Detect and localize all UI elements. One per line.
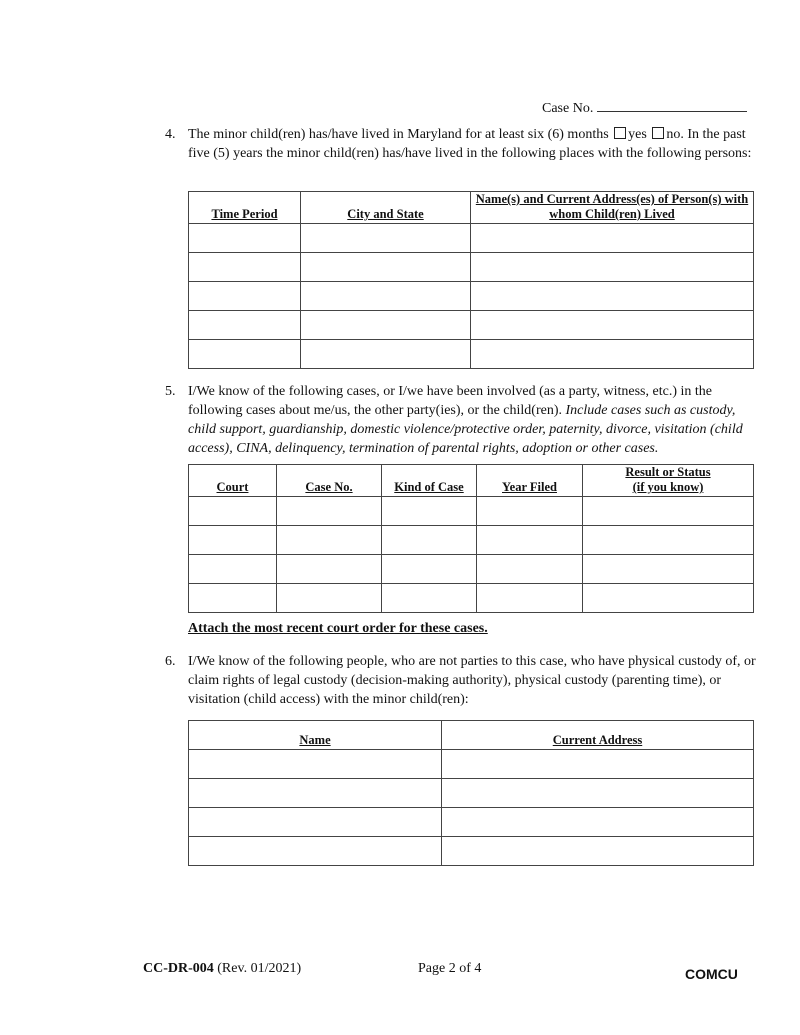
table-row bbox=[189, 808, 754, 837]
item-6-text: I/We know of the following people, who are not parties to this case, who have physical custody of, or claim rights of legal custody (decision-making authority), physical custody (parenting time), or visitation (child access) with the minor child(ren): bbox=[188, 654, 756, 707]
table-row bbox=[189, 779, 754, 808]
item-5-text-italic: Include cases such as custody, child support, guardianship, domestic violence/protective order, paternity, divorce, visitation (child access), CINA, delinquency, termination of parental rights, adoption or other cases. bbox=[188, 403, 743, 456]
table-cell-input[interactable] bbox=[382, 497, 477, 526]
table-cell-input[interactable] bbox=[189, 584, 277, 613]
item-6-number: 6. bbox=[165, 654, 176, 669]
table-cell-input[interactable] bbox=[471, 253, 754, 282]
no-checkbox[interactable] bbox=[652, 127, 664, 139]
header-kind-of-case: Kind of Case bbox=[382, 465, 477, 497]
table-row bbox=[189, 555, 754, 584]
table-row bbox=[189, 526, 754, 555]
header-year-filed: Year Filed bbox=[477, 465, 583, 497]
table-cell-input[interactable] bbox=[477, 497, 583, 526]
item-5-number: 5. bbox=[165, 384, 176, 399]
case-number-label: Case No. bbox=[542, 101, 594, 116]
table-cell-input[interactable] bbox=[471, 224, 754, 253]
header-city-state: City and State bbox=[301, 192, 471, 224]
table-row bbox=[189, 224, 754, 253]
case-number bbox=[542, 99, 747, 117]
header-persons-lived-with: Name(s) and Current Address(es) of Person(s) with whom Child(ren) Lived bbox=[471, 192, 754, 224]
yes-checkbox[interactable] bbox=[614, 127, 626, 139]
header-court: Court bbox=[189, 465, 277, 497]
table-row bbox=[189, 340, 754, 369]
table-cell-input[interactable] bbox=[277, 497, 382, 526]
item-5-text bbox=[188, 382, 758, 458]
case-number-field[interactable] bbox=[597, 99, 747, 112]
table-cell-input[interactable] bbox=[583, 584, 754, 613]
item-5-text-main: I/We know of the following cases, or I/we have been involved (as a party, witness, etc.) in the following cases about me/us, the other party(ies), or the child(ren). bbox=[188, 384, 712, 418]
table-row bbox=[189, 253, 754, 282]
table-cell-input[interactable] bbox=[477, 584, 583, 613]
table-cell-input[interactable] bbox=[382, 584, 477, 613]
table-cell-input[interactable] bbox=[471, 311, 754, 340]
table-row bbox=[189, 282, 754, 311]
table-cell-input[interactable] bbox=[583, 555, 754, 584]
form-revision: (Rev. 01/2021) bbox=[217, 961, 302, 976]
table-cell-input[interactable] bbox=[301, 224, 471, 253]
residence-history-table bbox=[188, 191, 754, 369]
header-current-address: Current Address bbox=[442, 721, 754, 750]
table-cell-input[interactable] bbox=[277, 555, 382, 584]
yes-label: yes bbox=[628, 127, 647, 142]
table-cell-input[interactable] bbox=[442, 837, 754, 866]
no-label: no. bbox=[666, 127, 684, 142]
attach-order-note: Attach the most recent court order for these cases. bbox=[188, 621, 488, 636]
table-cell-input[interactable] bbox=[471, 340, 754, 369]
table-cell-input[interactable] bbox=[189, 224, 301, 253]
table-cell-input[interactable] bbox=[382, 526, 477, 555]
item-4-text-before: The minor child(ren) has/have lived in Maryland for at least six (6) months bbox=[188, 127, 609, 142]
table-cell-input[interactable] bbox=[189, 526, 277, 555]
header-result-status: Result or Status (if you know) bbox=[583, 465, 754, 497]
table-row bbox=[189, 584, 754, 613]
header-case-no: Case No. bbox=[277, 465, 382, 497]
table-cell-input[interactable] bbox=[189, 311, 301, 340]
table-cell-input[interactable] bbox=[382, 555, 477, 584]
form-id bbox=[143, 961, 301, 977]
table-cell-input[interactable] bbox=[301, 282, 471, 311]
table-cell-input[interactable] bbox=[189, 555, 277, 584]
table-cell-input[interactable] bbox=[189, 497, 277, 526]
table-cell-input[interactable] bbox=[442, 808, 754, 837]
table-cell-input[interactable] bbox=[301, 253, 471, 282]
table-cell-input[interactable] bbox=[189, 779, 442, 808]
table-cell-input[interactable] bbox=[189, 750, 442, 779]
table-cell-input[interactable] bbox=[583, 497, 754, 526]
table-cell-input[interactable] bbox=[189, 808, 442, 837]
cases-table bbox=[188, 464, 754, 613]
table-cell-input[interactable] bbox=[277, 584, 382, 613]
table-cell-input[interactable] bbox=[442, 750, 754, 779]
form-id-code: CC-DR-004 bbox=[143, 961, 214, 976]
table-row bbox=[189, 837, 754, 866]
table-row bbox=[189, 311, 754, 340]
table-cell-input[interactable] bbox=[477, 555, 583, 584]
table-cell-input[interactable] bbox=[301, 311, 471, 340]
item-4-text bbox=[188, 125, 758, 163]
item-4-number: 4. bbox=[165, 127, 176, 142]
table-cell-input[interactable] bbox=[471, 282, 754, 311]
table-cell-input[interactable] bbox=[277, 526, 382, 555]
table-cell-input[interactable] bbox=[442, 779, 754, 808]
table-row bbox=[189, 497, 754, 526]
custody-persons-table bbox=[188, 720, 754, 866]
table-cell-input[interactable] bbox=[583, 526, 754, 555]
header-name: Name bbox=[189, 721, 442, 750]
table-row bbox=[189, 750, 754, 779]
form-code: COMCU bbox=[685, 966, 738, 982]
table-cell-input[interactable] bbox=[301, 340, 471, 369]
page-number: Page 2 of 4 bbox=[418, 961, 482, 976]
table-cell-input[interactable] bbox=[189, 253, 301, 282]
table-cell-input[interactable] bbox=[189, 340, 301, 369]
table-cell-input[interactable] bbox=[189, 282, 301, 311]
table-cell-input[interactable] bbox=[189, 837, 442, 866]
table-cell-input[interactable] bbox=[477, 526, 583, 555]
item-4-text-after: In the past five (5) years the minor child(ren) has/have lived in the following places with the following persons: bbox=[188, 127, 752, 161]
header-time-period: Time Period bbox=[189, 192, 301, 224]
